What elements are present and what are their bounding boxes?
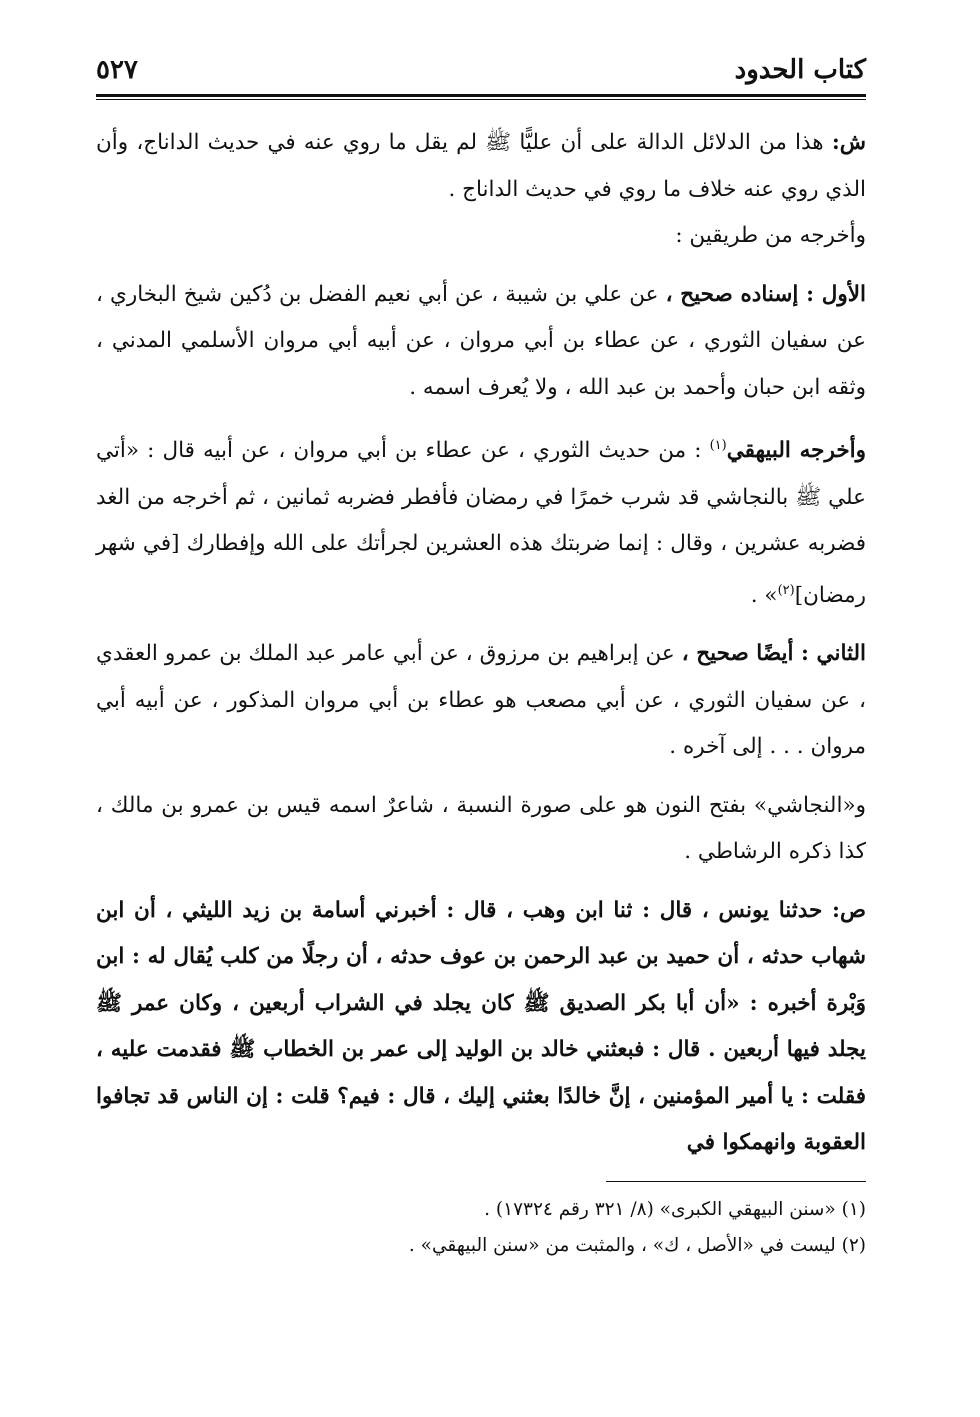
footnote-1: (١) «سنن البيهقي الكبرى» (٨/ ٣٢١ رقم ١٧٣٢٤) . <box>484 1198 866 1220</box>
footnote-ref-1: (١) <box>709 438 727 453</box>
header-rule-thin <box>96 99 866 100</box>
book-page <box>96 52 866 1264</box>
page-header <box>96 52 866 88</box>
paragraph-3-label: الأول : إسناده صحيح ، <box>665 281 866 307</box>
footnotes <box>96 1192 866 1264</box>
footnote-2: (٢) ليست في «الأصل ، ك» ، والمثبت من «سنن البيهقي» . <box>408 1234 866 1256</box>
paragraph-5 <box>96 631 866 771</box>
paragraph-5-label: الثاني : أيضًا صحيح ، <box>681 641 867 667</box>
paragraph-4-end: » . <box>750 582 778 608</box>
paragraph-4-label: وأخرجه البيهقي <box>726 438 866 464</box>
paragraph-3-text: عن علي بن شيبة ، عن أبي نعيم الفضل بن دُكين شيخ البخاري ، عن سفيان الثوري ، عن عطاء بن أبي مروان ، عن أبيه أبي مروان الأسلمي المدني ، وثقه ابن حبان وأحمد بن عبد الله ، ولا يُعرف اسمه . <box>96 281 866 400</box>
paragraph-6: و«النجاشي» بفتح النون هو على صورة النسبة ، شاعرٌ اسمه قيس بن عمرو بن مالك ، كذا ذكره الرشاطي . <box>96 792 866 865</box>
paragraph-1-label: ش: <box>831 130 866 155</box>
page-body <box>96 120 866 1167</box>
paragraph-1-text: هذا من الدلائل الدالة على أن عليًّا ﷺ لم يقل ما روي عنه في حديث الداناج، وأن الذي روي عنه خلاف ما روي في حديث الداناج . <box>96 130 866 202</box>
page-number: ٥٢٧ <box>96 55 138 85</box>
paragraph-1 <box>96 120 866 213</box>
paragraph-3 <box>96 272 866 412</box>
paragraph-5-text: عن إبراهيم بن مرزوق ، عن أبي عامر عبد الملك بن عمرو العقدي ، عن سفيان الثوري ، عن أبي مصعب هو عطاء بن أبي مروان المذكور ، عن أبيه أبي مروان . . . إلى آخره . <box>96 641 866 760</box>
paragraph-7: ص: حدثنا يونس ، قال : ثنا ابن وهب ، قال : أخبرني أسامة بن زيد الليثي ، أن ابن شهاب حدثه ، أن حميد بن عبد الرحمن بن عوف حدثه ، أن رجلًا من كلب يُقال له : ابن وَبْرة أخبره : «أن أبا بكر الصديق ﷺ كان يجلد في الشراب أربعين ، وكان عمر ﷺ يجلد فيها أربعين . قال : فبعثني خالد بن الوليد إلى عمر بن الخطاب ﷺ فقدمت عليه ، فقلت : يا أمير المؤمنين ، إنَّ خالدًا بعثني إليك ، قال : فيم؟ قلت : إن الناس قد تجافوا العقوبة وانهمكوا في <box>96 897 866 1156</box>
paragraph-2: وأخرجه من طريقين : <box>675 223 866 248</box>
running-title: كتاب الحدود <box>734 55 866 85</box>
footnote-ref-2: (٢) <box>777 582 795 598</box>
header-rule-thick <box>96 94 866 97</box>
paragraph-4 <box>96 423 866 619</box>
footnote-rule <box>606 1181 866 1182</box>
paragraph-4-text: : من حديث الثوري ، عن عطاء بن أبي مروان ، عن أبيه قال : «أتي علي ﷺ بالنجاشي قد شرب خمرًا في رمضان فأفطر فضربه ثمانين ، ثم أخرجه من الغد فضربه عشرين ، وقال : إنما ضربتك هذه العشرين لجرأتك على الله وإفطارك [في شهر رمضان] <box>96 438 866 608</box>
